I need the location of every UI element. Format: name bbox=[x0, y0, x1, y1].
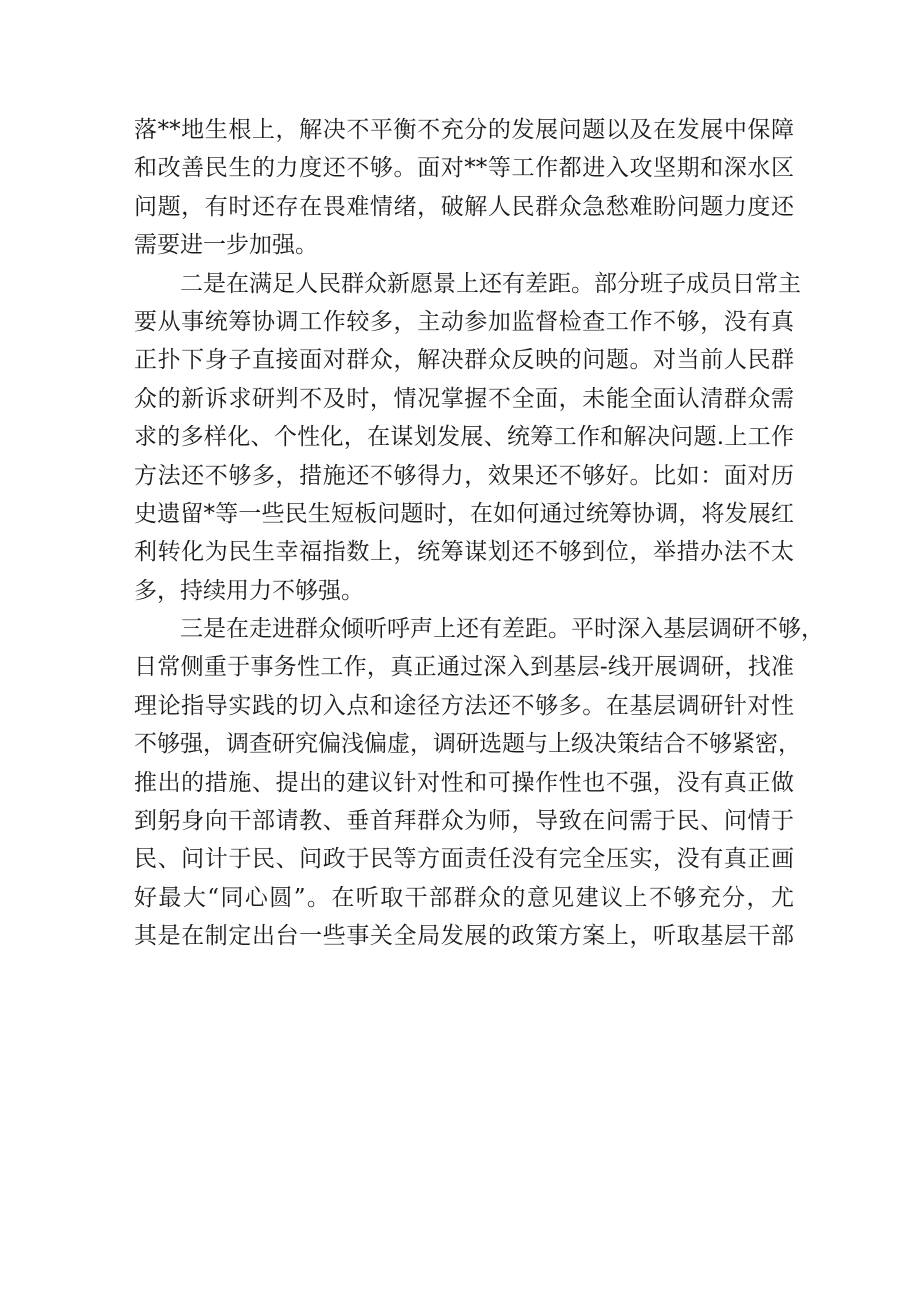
text-line: 方法还不够多，措施还不够得力，效果还不够好。比如：面对历 bbox=[134, 462, 794, 489]
text-line: 日常侧重于事务性工作，真正通过深入到基层-线开展调研，找准 bbox=[134, 654, 794, 681]
paragraph-3 bbox=[134, 610, 824, 956]
paragraph-2 bbox=[134, 265, 801, 611]
text-line: 到躬身向干部请教、垂首拜群众为师，导致在问需于民、问情于 bbox=[134, 808, 794, 835]
text-line: 正扑下身子直接面对群众，解决群众反映的问题。对当前人民群 bbox=[134, 347, 794, 374]
paragraph-1 bbox=[134, 111, 794, 265]
text-line: 三是在走进群众倾听呼声上还有差距。平时深入基层调研不够， bbox=[180, 616, 824, 643]
text-line: 多，持续用力不够强。 bbox=[134, 577, 364, 604]
text-line: 民、问计于民、问政于民等方面责任没有完全压实，没有真正画 bbox=[134, 846, 794, 873]
text-line: 不够强，调查研究偏浅偏虚，调研选题与上级决策结合不够紧密， bbox=[134, 731, 801, 758]
text-line: 利转化为民生幸福指数上，统筹谋划还不够到位，举措办法不太 bbox=[134, 539, 794, 566]
text-line: 问题，有时还存在畏难情绪，破解人民群众急愁难盼问题力度还 bbox=[134, 193, 794, 220]
text-line: 理论指导实践的切入点和途径方法还不够多。在基层调研针对性 bbox=[134, 692, 794, 719]
document-body bbox=[134, 111, 824, 956]
text-line: 其是在制定出台一些事关全局发展的政策方案上，听取基层干部 bbox=[134, 923, 794, 950]
text-line: 和改善民生的力度还不够。面对**等工作都进入攻坚期和深水区 bbox=[134, 155, 794, 182]
text-line: 落**地生根上，解决不平衡不充分的发展问题以及在发展中保障 bbox=[134, 117, 794, 143]
text-line: 二是在满足人民群众新愿景上还有差距。部分班子成员日常主 bbox=[180, 270, 801, 297]
text-line: 众的新诉求研判不及时，情况掌握不全面，未能全面认清群众需 bbox=[134, 385, 794, 412]
text-line: 要从事统筹协调工作较多，主动参加监督检查工作不够，没有真 bbox=[134, 308, 794, 335]
text-line: 求的多样化、个性化，在谋划发展、统筹工作和解决问题.上工作 bbox=[134, 424, 794, 451]
text-line: 需要进一步加强。 bbox=[134, 232, 318, 259]
text-line: 好最大“同心圆”。在听取干部群众的意见建议上不够充分，尤 bbox=[134, 884, 794, 911]
text-line: 推出的措施、提出的建议针对性和可操作性也不强，没有真正做 bbox=[134, 769, 794, 796]
text-line: 史遗留*等一些民生短板问题时，在如何通过统筹协调，将发展红 bbox=[134, 500, 794, 527]
